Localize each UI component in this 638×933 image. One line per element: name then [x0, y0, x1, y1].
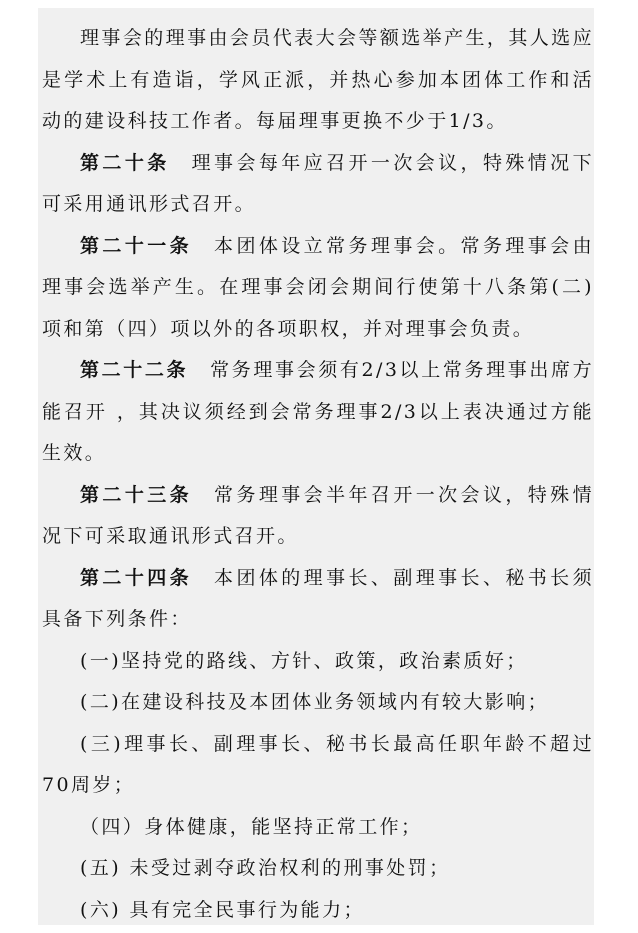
paragraph-text: 理事会每年应召开一次会议，特殊情况下可采用通讯形式召开。 [42, 151, 594, 215]
paragraph-text: 理事会的理事由会员代表大会等额选举产生，其人选应是学术上有造诣，学风正派，并热心参加本团体工作和活动的建设科技工作者。每届理事更换不少于1/3。 [42, 27, 594, 132]
paragraph-article-23 [42, 475, 594, 558]
paragraph-article-21 [42, 226, 594, 351]
paragraph-article-22 [42, 350, 594, 475]
document-body [42, 18, 594, 931]
list-item-6: (六) 具有完全民事行为能力； [80, 898, 365, 921]
article-number: 第二十一条 [80, 234, 193, 257]
paragraph-text: 本团体设立常务理事会。常务理事会由理事会选举产生。在理事会闭会期间行使第十八条第(二)项和第（四）项以外的各项职权，并对理事会负责。 [42, 234, 594, 340]
paragraph-text: 本团体的理事长、副理事长、秘书长须具备下列条件： [42, 566, 594, 630]
article-number: 第二十二条 [80, 359, 189, 381]
paragraph-article-24 [42, 558, 594, 641]
paragraph-council-election [42, 18, 594, 143]
document-page [38, 8, 594, 925]
list-item-1: (一)坚持党的路线、方针、政策，政治素质好； [80, 649, 528, 672]
paragraph-article-20 [42, 143, 594, 226]
list-item-5: (五) 未受过剥夺政治权利的刑事处罚； [80, 857, 451, 879]
paragraph-text: 常务理事会须有2/3以上常务理事出席方能召开 ，其决议须经到会常务理事2/3以上表决通过方能生效。 [42, 359, 594, 464]
list-item-4: （四）身体健康，能坚持正常工作； [80, 815, 423, 838]
article-number: 第二十条 [80, 151, 170, 174]
list-item-3: (三)理事长、副理事长、秘书长最高任职年龄不超过70周岁； [42, 732, 594, 796]
article-number: 第二十三条 [80, 483, 193, 506]
paragraph-text: 常务理事会半年召开一次会议，特殊情况下可采取通讯形式召开。 [42, 483, 594, 547]
list-item-2: (二)在建设科技及本团体业务领域内有较大影响； [80, 691, 550, 713]
article-number: 第二十四条 [80, 566, 193, 589]
